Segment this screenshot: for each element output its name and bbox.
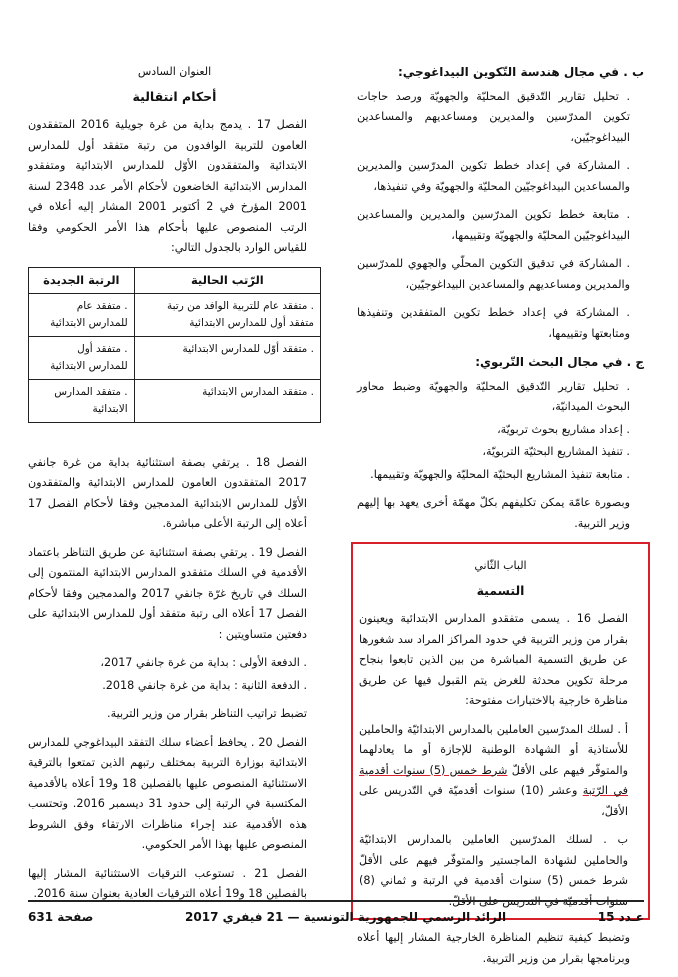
chapter-title: التسمية (476, 582, 525, 598)
page-footer (28, 900, 644, 928)
article-16-item-a (359, 720, 642, 823)
section-b-item: . متابعة خطط تكوين المدرّسين والمديرين والمساعدين البيداغوجيّين المحليّة والجهويّة وتقييمها، (357, 208, 630, 242)
article-17: الفصل 17 . يدمج بداية من غرة جويلية 2016 المتفقدون العامون للتربية الوافدون من رتبة متفقد أول للمدارس الابتدائية والمتفقدون الأوّل للمدارس الابتدائية ومتفقدو المدارس الابتدائية الخاضعون لأحكام الأمر عدد 2348 لسنة 2001 المؤرخ في 2 أكتوبر 2001 المشار إليه أعلاه في الرتب المنصوص عليها بأحكام هذا الأمر الحكومي وفقا للقياس الوارد بالجدول التالي: (28, 118, 307, 254)
section-b-item: . المشاركة في تدقيق التكوين المحلّي والجهوي للمدرّسين والمديرين ومساعديهم والمساعدين البيداغوجيّين، (357, 257, 630, 291)
table-cell-current: . متفقد عام للتربية الوافد من رتبة متفقد أول للمدارس الابتدائية (134, 293, 320, 336)
schedule-note: تضبط تراتيب التناظر بقرار من وزير التربية. (107, 707, 307, 720)
title-heading: أحكام انتقالية (132, 88, 217, 104)
article-19: الفصل 19 . يرتقي بصفة استثنائية عن طريق التناظر باعتماد الأقدمية في السلك متفقدو المدارس الابتدائية المنتمون إلى السلك في تاريخ غرّة جانفي 2017 والمدمجين وفقا لأحكام الفصل 17 أعلاه الى رتبة متفقد أول للمدارس الابتدائية على دفعتين متساويتين : (28, 545, 307, 641)
article-21: الفصل 21 . تستوعب الترقيات الاستثنائية المشار إليها بالفصلين 18 و19 أعلاه الترقيات العادية بعنوان سنة 2016. (28, 866, 307, 900)
item-a-underlined: شرط خمس (5) سنوات أقدمية في الرّتبة (359, 763, 629, 797)
section-b-item: . المشاركة في إعداد خطط تكوين المتفقدين وتنفيذها ومتابعتها وتقييمها، (357, 306, 630, 340)
section-b-item: . تحليل تقارير التّدقيق المحليّة والجهويّة ورصد حاجات تكوين المدرّسين والمديرين ومساعديهم والمساعدين البيداغوجيّين، (357, 89, 630, 144)
section-b-item: . المشاركة في إعداد خطط تكوين المدرّسين والمديرين والمساعدين البيداغوجيّين المحليّة والجهويّة وفي تنفيذها، (357, 159, 630, 193)
batch-1: . الدفعة الأولى : بداية من غرة جانفي 2017، (100, 656, 307, 669)
issue-number: عـدد 15 (597, 910, 644, 924)
section-b-heading: ب . في مجال هندسة التّكوين البيداغوجي: (398, 65, 644, 79)
left-column (28, 62, 321, 913)
page-number: صفحة 631 (28, 910, 94, 924)
section-c-item: . إعداد مشاريع بحوث تربويّة، (497, 422, 630, 436)
right-column (357, 62, 644, 977)
article-16: الفصل 16 . يسمى متفقدو المدارس الابتدائية ويعينون بقرار من وزير التربية في حدود المراكز المراد سد شغورها عن طريق التسمية المباشرة من بين الذين تابعوا بنجاح مرحلة تكوين محدثة للغرض يتم القبول فيها عن طريق مناظرة خارجية بالاختبارات مفتوحة: (359, 612, 628, 707)
table-row (29, 336, 321, 379)
article-16-item-b: ب . لسلك المدرّسين العاملين بالمدارس الابتدائيّة والحاملين لشهادة الماجستير والمتوفّر فيهم على الأقلّ شرط خمس (5) سنوات أقدمية في الرتبة و ثماني (8) سنوات أقدميّة في التدريس على الأقلّ. (359, 833, 628, 908)
item-a-text-1: أ . لسلك المدرّسين العاملين بالمدارس الابتدائيّة والحاملين للأستاذية أو الشهادة الوطنية للإجازة أو ما يعادلهما والمتوفّر فيهم على الأقلّ (359, 722, 628, 777)
table-cell-current: . متفقد أوّل للمدارس الابتدائية (134, 336, 320, 379)
table-row (29, 379, 321, 422)
general-paragraph: وبصورة عامّة يمكن تكليفهم بكلّ مهمّة أخرى يعهد بها إليهم وزير التربية. (357, 496, 630, 530)
table-cell-new: . متفقد عام للمدارس الابتدائية (29, 293, 135, 336)
section-c-item: . متابعة تنفيذ المشاريع البحثيّة المحليّة والجهويّة وتقييمها. (370, 467, 630, 481)
section-c-heading: ج . في مجال البحث التّربوي: (475, 355, 644, 369)
table-row (29, 293, 321, 336)
article-20: الفصل 20 . يحافظ أعضاء سلك التفقد البيداغوجي للمدارس الابتدائية بوزارة التربية بمختلف رتبهم الذين تمتعوا بالترقية الاستثنائية المنصوص عليها بالفصلين 18 و19 أعلاه بالأقدمية المكتسبة في الرتبة إلى حدود 31 ديسمبر 2016. وتحتسب هذه الأقدمية عند إجراء مناظرات الارتقاء وفق الشروط المنصوص عليها بهذا الأمر الحكومي. (28, 735, 307, 851)
highlight-box (351, 542, 650, 920)
section-c-item: . تحليل تقارير التّدقيق المحليّة والجهويّة وضبط محاور البحوث الميدانيّة، (357, 379, 630, 413)
column-new-header: الرتبة الجديدة (29, 267, 135, 293)
section-c-item: . تنفيذ المشاريع البحثيّة التربويّة، (482, 445, 630, 458)
item-a-text-2: وعشر (10) سنوات أقدميّة في التّدريس على الأقلّ، (359, 784, 628, 818)
title-chapter: العنوان السادس (137, 65, 212, 78)
table-cell-new: . متفقد المدارس الابتدائية (29, 379, 135, 422)
journal-title: الرائد الرسمي للجمهورية التونسية — 21 فيفري 2017 (185, 910, 507, 924)
table-cell-current: . متفقد المدارس الابتدائية (134, 379, 320, 422)
column-current-header: الرّتب الحالية (134, 267, 320, 293)
table-cell-new: . متفقد أول للمدارس الابتدائية (29, 336, 135, 379)
table-header-row (29, 267, 321, 293)
article-18: الفصل 18 . يرتقي بصفة استثنائية بداية من غرة جانفي 2017 المتفقدون العامون للمدارس الابتدائية والمتفقدون الأوّل للمدارس الابتدائية المدمجين وفقا لأحكام الفصل 17 أعلاه إلى الرتبة الأعلى مباشرة. (28, 455, 307, 530)
chapter-label: الباب الثّاني (474, 559, 527, 572)
closing-paragraph: وتضبط كيفية تنظيم المناظرة الخارجية المشار إليها أعلاه وبرنامجها بقرار من وزير التربية. (357, 931, 630, 965)
grades-table (28, 267, 321, 423)
batch-2: . الدفعة الثانية : بداية من غرة جانفي 2018. (102, 678, 307, 692)
